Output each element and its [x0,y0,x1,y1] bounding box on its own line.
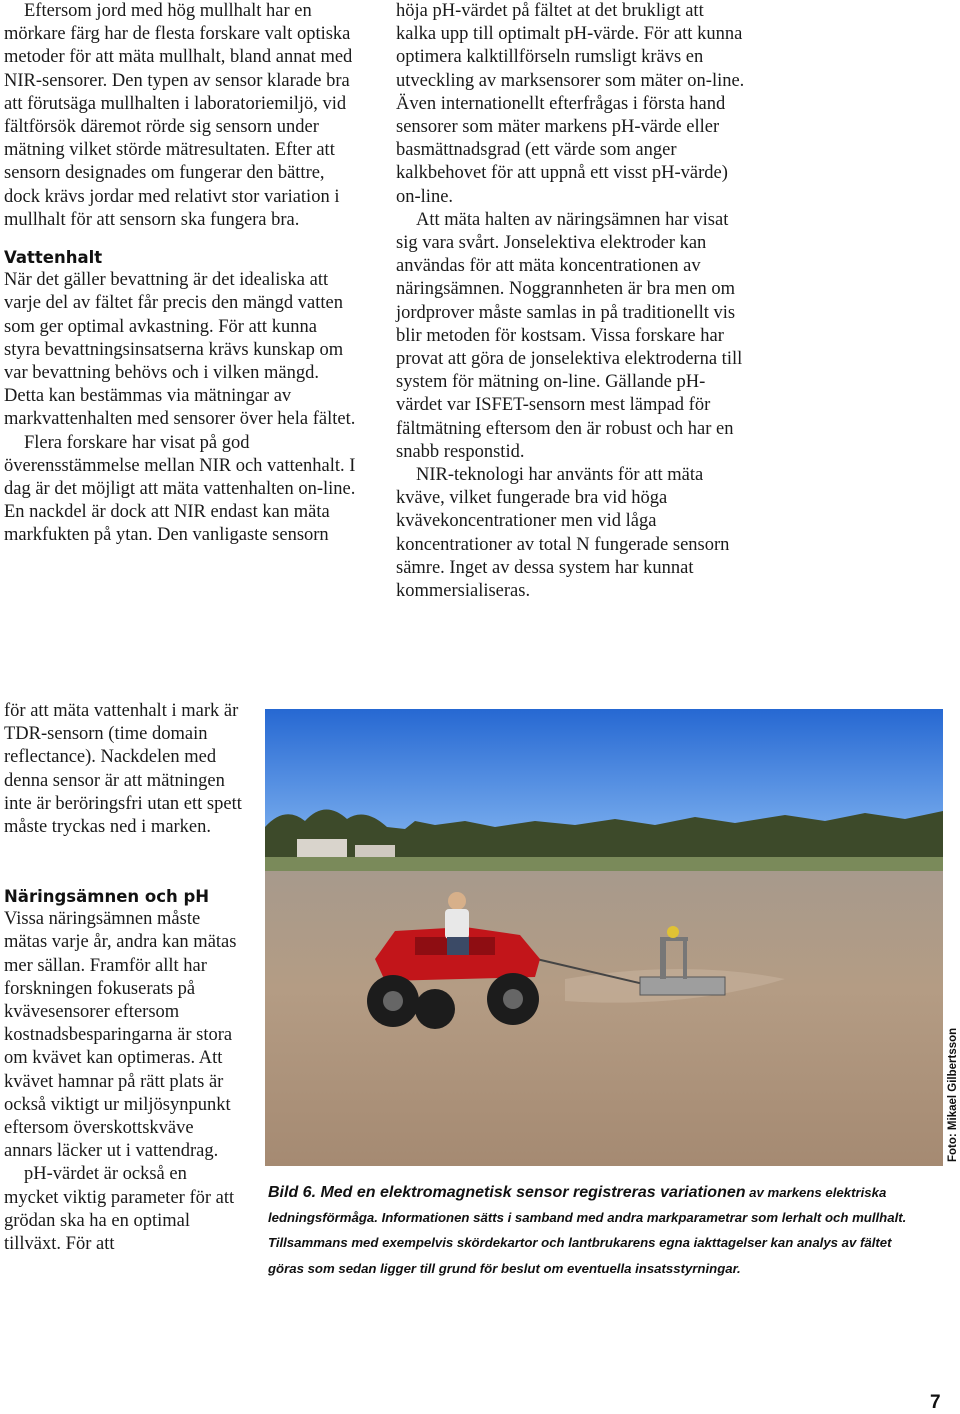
heading-vattenhalt: Vattenhalt [4,248,103,268]
caption-lead: Bild 6. Med en elektromagnetisk sensor registreras variationen [268,1184,746,1201]
paragraph-kvave: Vissa näringsämnen måste mätas varje år, andra kan mätas mer sällan. Framför allt har forskningen fokuserats på kvävesensorer eftersom kostnadsbesparingarna är stora om kvävet kan optimeras. Att kvävet hamnar på rätt plats är också viktigt ur miljösynpunkt eftersom överskottskväve annars läcker ut i vattendrag. [4,909,237,1162]
field-soil [265,871,943,1166]
left-column-top [4,0,356,548]
atv-field-illustration [265,709,943,1166]
field-photo [265,709,943,1166]
paragraph-kalk: höja pH-värdet på fältet at det brukligt att kalka upp till optimalt pH-värde. För att kunna optimera kalktillförseln rumsligt krävs en utveckling av marksensorer som mäter on-line. Även internationellt efterfrågas i första hand sensorer som mäter markens pH-värde eller basmättnadsgrad (ett värde som anger kalkbehovet för att uppnå ett visst pH-värde) on-line. [396,1,745,207]
paragraph-ph: pH-värdet är också en mycket viktig parameter för att grödan ska ha en optimal tillväxt. För att [4,1164,235,1255]
caption-body: av markens elektriska ledningsförmåga. Informationen sätts i samband med andra markparametrar som lerhalt och mullhalt. Tillsammans med exempelvis skördekartor och lantbrukarens egna iakttagelser kan analys av fältet göras som sedan ligger till grund för beslut om eventuella insatsstyrningar. [268,1185,907,1276]
heading-naringsamnen: Näringsämnen och pH [4,887,210,906]
photo-credit: Foto: Mikael Gilbertsson [947,1027,959,1162]
rider [445,892,469,955]
left-column-bottom [4,885,240,1256]
right-column [396,0,748,603]
paragraph-nir-vattenhalt: Flera forskare har visat på god överensstämmelse mellan NIR och vattenhalt. I dag är det möjligt att mäta vattenhalten on-line. En nackdel är dock att NIR endast kan mäta markfukten på ytan. Den vanligaste sensorn [4,432,356,546]
paragraph-tdr: för att mäta vattenhalt i mark är TDR-sensorn (time domain reflectance). Nackdelen med denna sensor är att mätningen inte är beröringsfri utan ett spett måste tryckas ned i marken. [4,701,242,838]
paragraph-mullhalt: Eftersom jord med hög mullhalt har en mörkare färg har de flesta forskare valt optiska metoder för att mäta mullhalt, bland annat med NIR-sensorer. Den typen av sensor klarade bra att förutsäga mullhalten i laboratoriemiljö, vid fältförsök däremot rörde sig sensorn under mätning vilket störde mätresultaten. Efter att sensorn designades om fungerar den bättre, dock krävs jordar med relativt stor variation i mullhalt för att sensorn ska fungera bra. [4,1,353,230]
page-number: 7 [930,1392,941,1413]
paragraph-naringsamnen-svart: Att mäta halten av näringsämnen har visat sig vara svårt. Jonselektiva elektroder kan användas för att mäta koncentrationen av näringsämnen. Noggrannheten är bra men om jordprover måste samlas in på traditionellt vis blir metoden för kostsam. Vissa forskare har provat att göra de jonselektiva elektroderna till system för mätning on-line. Gällande pH-värdet var ISFET-sensorn mest lämpad för fältmätning eftersom den är robust och har en snabb responstid. [396,209,743,462]
figure-caption [268,1180,928,1281]
paragraph-bevattning: När det gäller bevattning är det idealiska att varje del av fältet får precis den mängd vatten som ger optimal avkastning. För att kunna styra bevattningsinsatserna krävs kunskap om var bevattning behövs och i vilken mängd. Detta kan bestämmas via mätningar av markvattenhalten med sensorer över hela fältet. [4,270,356,430]
paragraph-nir-kvave: NIR-teknologi har använts för att mäta kväve, vilket fungerade bra vid höga kvävekoncentrationer men vid låga koncentrationer av total N fungerade sensorn sämre. Inget av dessa system har kunnat kommersialiseras. [396,465,730,602]
